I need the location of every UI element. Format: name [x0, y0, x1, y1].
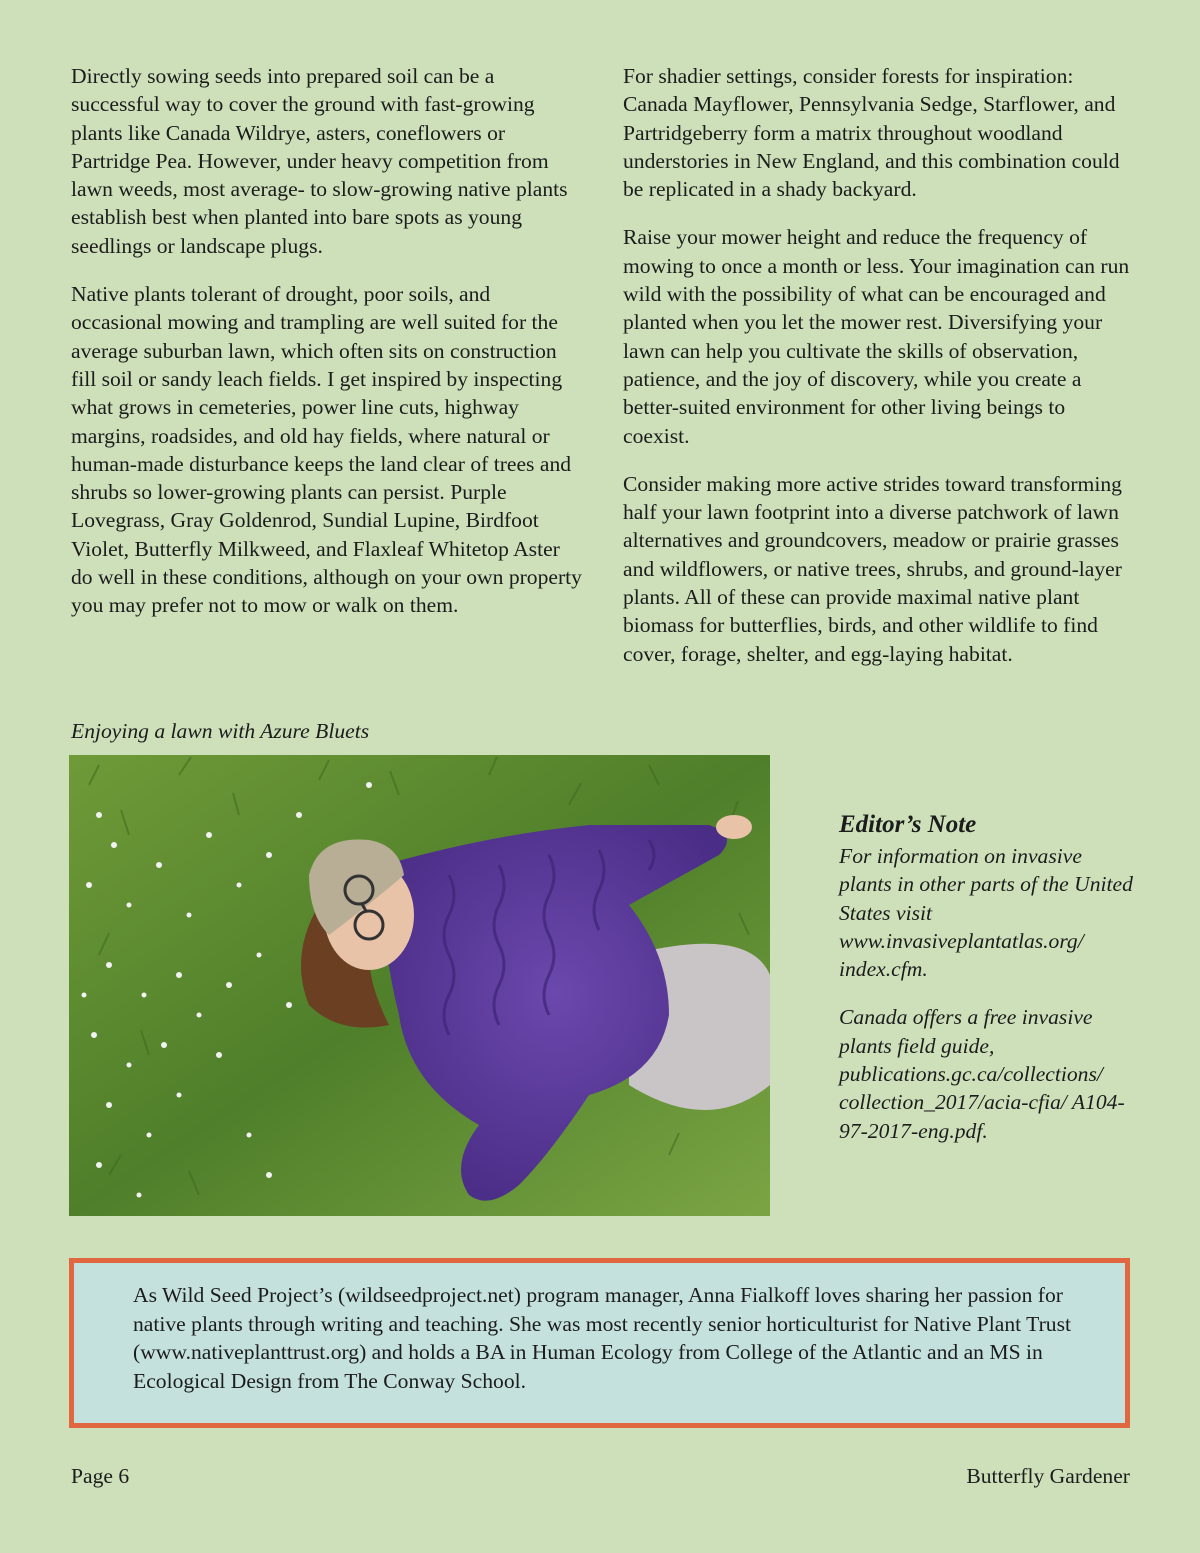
photo-caption: Enjoying a lawn with Azure Bluets	[71, 719, 370, 743]
author-bio: As Wild Seed Project’s (wildseedproject.net) program manager, Anna Fialkoff loves sharing her passion for native plants through writing and teaching. She was most recently senior horticulturist for Native Plant Trust (www.nativeplanttrust.org) and holds a BA in Human Ecology from College of the Atlantic and an MS in Ecological Design from The Conway School.	[133, 1283, 1071, 1393]
paragraph: For shadier settings, consider forests for inspiration: Canada Mayflower, Pennsylvania Sedge, Starflower, and Partridgeberry form a matrix throughout woodland understories in New England, and this combination could be replicated in a shady backyard.	[623, 64, 1120, 202]
editor-note	[839, 810, 1139, 1165]
editor-note-paragraph: Canada offers a free invasive plants field guide, publications.gc.ca/collections/ collection_2017/acia-cfia/ A104-97-2017-eng.pdf.	[839, 1005, 1125, 1143]
paragraph: Consider making more active strides toward transforming half your lawn footprint into a diverse patchwork of lawn alternatives and groundcovers, meadow or prairie grasses and wildflowers, or native trees, shrubs, and ground-layer plants. All of these can provide maximal native plant biomass for butterflies, birds, and other wildlife to find cover, forage, shelter, and egg-laying habitat.	[623, 471, 1122, 666]
page-number: Page 6	[71, 1464, 130, 1488]
editor-note-title: Editor’s Note	[839, 811, 977, 838]
editor-note-paragraph: For information on invasive plants in other parts of the United States visit www.invasiveplantatlas.org/ index.cfm.	[839, 844, 1133, 982]
photo-lawn-azure-bluets	[69, 755, 770, 1216]
right-column	[623, 62, 1133, 688]
paragraph: Directly sowing seeds into prepared soil can be a successful way to cover the ground with fast-growing plants like Canada Wildrye, asters, coneflowers or Partridge Pea. However, under heavy competition from lawn weeds, most average- to slow-growing native plants establish best when planted into bare spots as young seedlings or landscape plugs.	[71, 64, 568, 258]
paragraph: Raise your mower height and reduce the frequency of mowing to once a month or less. Your imagination can run wild with the possibility of what can be encouraged and planted when you let the mower rest. Diversifying your lawn can help you cultivate the skills of observation, patience, and the joy of discovery, while you create a better-suited environment for other living beings to coexist.	[623, 225, 1130, 448]
hand	[716, 815, 752, 839]
author-bio-box	[69, 1258, 1130, 1428]
paragraph: Native plants tolerant of drought, poor soils, and occasional mowing and trampling are well suited for the average suburban lawn, which often sits on construction fill soil or sandy leach fields. I get inspired by inspecting what grows in cemeteries, power line cuts, highway margins, roadsides, and old hay fields, where natural or human-made disturbance keeps the land clear of trees and shrubs so lower-growing plants can persist. Purple Lovegrass, Gray Goldenrod, Sundial Lupine, Birdfoot Violet, Butterfly Milkweed, and Flaxleaf Whitetop Aster do well in these conditions, although on your own property you may prefer not to mow or walk on them.	[71, 282, 582, 618]
publication-name: Butterfly Gardener	[966, 1464, 1130, 1488]
left-column	[71, 62, 586, 640]
